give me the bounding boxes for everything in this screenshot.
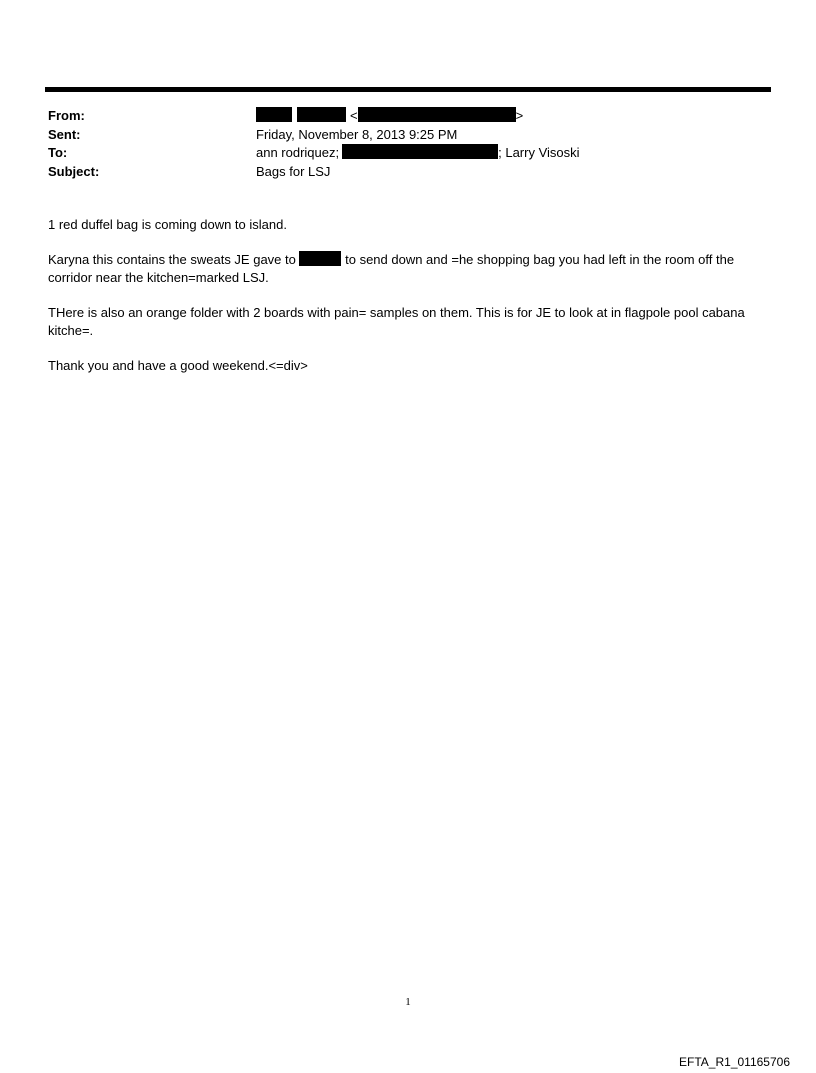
body-paragraph: 1 red duffel bag is coming down to island. — [48, 217, 287, 232]
from-row — [48, 107, 768, 126]
from-value — [256, 107, 523, 126]
from-open-bracket: < — [350, 108, 358, 123]
page-number: 1 — [405, 996, 411, 1008]
to-label: To: — [48, 145, 68, 160]
redaction-box — [299, 251, 341, 266]
subject-row — [48, 163, 768, 182]
body-text-segment: Karyna this contains the sweats JE gave to — [48, 252, 296, 267]
to-value — [256, 144, 580, 163]
body-paragraph — [48, 251, 768, 287]
to-row — [48, 144, 768, 163]
email-header — [48, 107, 768, 181]
sent-label: Sent: — [48, 126, 81, 142]
header-divider — [45, 87, 771, 92]
body-paragraph: Thank you and have a good weekend.<=div> — [48, 358, 308, 373]
from-label: From: — [48, 108, 85, 123]
document-id: EFTA_R1_01165706 — [679, 1055, 790, 1069]
redaction-box — [358, 107, 516, 122]
subject-value: Bags for LSJ — [256, 163, 331, 179]
redaction-box — [297, 107, 346, 122]
body-paragraph: THere is also an orange folder with 2 boards with pain= samples on them. This is for JE to look at in flagpole pool cabana kitche=. — [48, 305, 745, 338]
redaction-box — [342, 144, 498, 159]
from-close-bracket: > — [515, 108, 524, 123]
to-value-start: ann rodriquez; — [256, 145, 340, 160]
sent-value: Friday, November 8, 2013 9:25 PM — [256, 126, 458, 142]
sent-row — [48, 126, 768, 145]
body-text-segment: to send down and =he shopping bag you had left in the room off the corridor near the kitchen=marked LSJ. — [48, 252, 735, 285]
to-value-end: ; Larry Visoski — [498, 145, 580, 160]
subject-label: Subject: — [48, 163, 100, 179]
redaction-box — [256, 107, 292, 122]
email-body — [48, 216, 768, 392]
